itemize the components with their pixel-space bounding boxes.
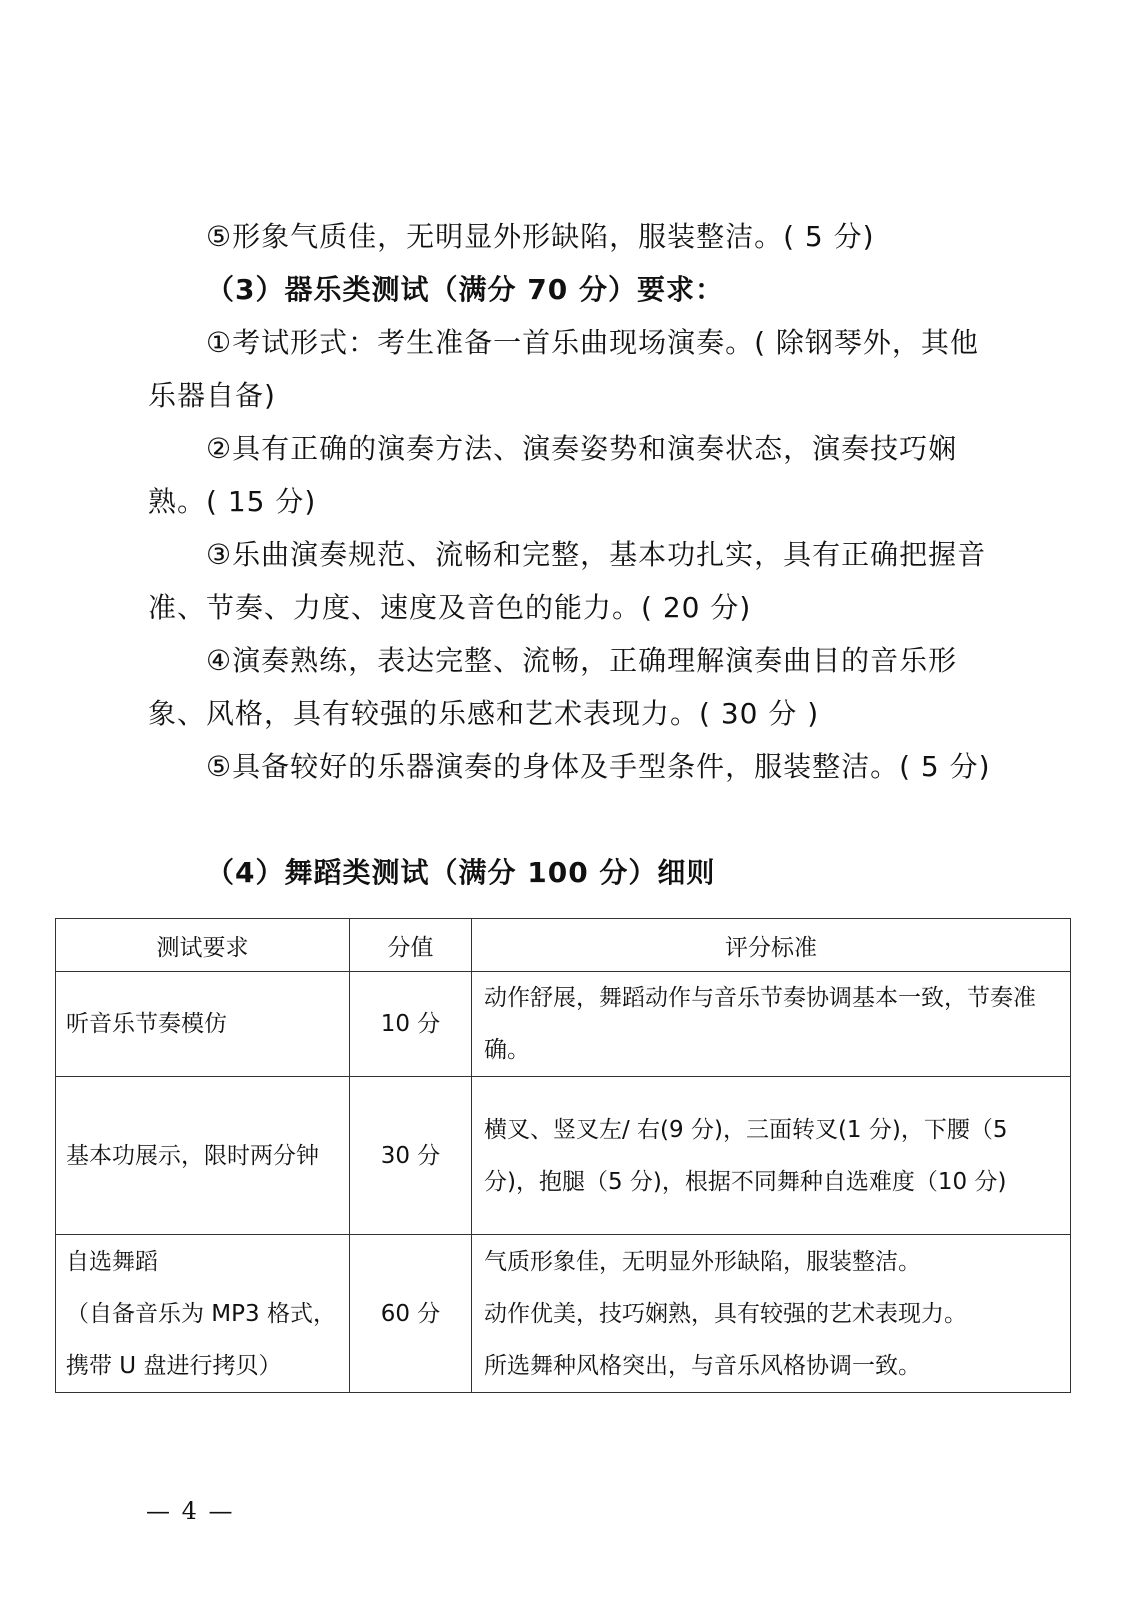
table-row bbox=[56, 972, 1071, 1077]
requirement-line: 自选舞蹈 bbox=[66, 1248, 158, 1275]
column-header-score: 分值 bbox=[350, 919, 472, 972]
requirement-line: （自备音乐为 MP3 格式， bbox=[66, 1300, 336, 1327]
row-criteria bbox=[472, 1235, 1071, 1393]
table-header-row bbox=[56, 919, 1071, 972]
row-requirement: 听音乐节奏模仿 bbox=[56, 972, 350, 1077]
paragraph-physical-score: ⑤具备较好的乐器演奏的身体及手型条件，服装整洁。( 5 分) bbox=[206, 750, 991, 783]
row-score: 60 分 bbox=[350, 1235, 472, 1393]
criteria-line: 动作优美，技巧娴熟，具有较强的艺术表现力。 bbox=[484, 1300, 967, 1327]
column-header-criteria: 评分标准 bbox=[472, 919, 1071, 972]
table-row bbox=[56, 1077, 1071, 1235]
row-requirement: 基本功展示，限时两分钟 bbox=[56, 1077, 350, 1235]
row-criteria: 横叉、竖叉左/ 右(9 分)，三面转叉(1 分)，下腰（5 分)，抱腿（5 分)，根据不同舞种自选难度（10 分) bbox=[472, 1077, 1071, 1235]
paragraph-appearance-score: ⑤形象气质佳，无明显外形缺陷，服装整洁。( 5 分) bbox=[206, 220, 875, 253]
paragraph-technique-score: ②具有正确的演奏方法、演奏姿势和演奏状态，演奏技巧娴熟。( 15 分) bbox=[148, 432, 958, 518]
paragraph-exam-format: ①考试形式：考生准备一首乐曲现场演奏。( 除钢琴外，其他乐器自备) bbox=[148, 326, 979, 412]
criteria-line: 所选舞种风格突出，与音乐风格协调一致。 bbox=[484, 1352, 921, 1379]
row-requirement bbox=[56, 1235, 350, 1393]
heading-instrumental-test: （3）器乐类测试（满分 70 分）要求： bbox=[206, 273, 724, 306]
requirement-line: 携带 U 盘进行拷贝） bbox=[66, 1352, 282, 1379]
row-score: 10 分 bbox=[350, 972, 472, 1077]
row-criteria: 动作舒展，舞蹈动作与音乐节奏协调基本一致，节奏准确。 bbox=[472, 972, 1071, 1077]
table-row bbox=[56, 1235, 1071, 1393]
page-number: — 4 — bbox=[146, 1497, 235, 1525]
paragraph-expression-score: ④演奏熟练，表达完整、流畅，正确理解演奏曲目的音乐形象、风格，具有较强的乐感和艺术表现力。( 30 分 ) bbox=[148, 644, 958, 730]
criteria-line: 气质形象佳，无明显外形缺陷，服装整洁。 bbox=[484, 1248, 921, 1275]
dance-scoring-table bbox=[55, 918, 1071, 1393]
heading-dance-test: （4）舞蹈类测试（满分 100 分）细则 bbox=[206, 856, 716, 889]
column-header-requirement: 测试要求 bbox=[56, 919, 350, 972]
row-score: 30 分 bbox=[350, 1077, 472, 1235]
paragraph-standard-score: ③乐曲演奏规范、流畅和完整，基本功扎实，具有正确把握音准、节奏、力度、速度及音色的能力。( 20 分) bbox=[148, 538, 987, 624]
